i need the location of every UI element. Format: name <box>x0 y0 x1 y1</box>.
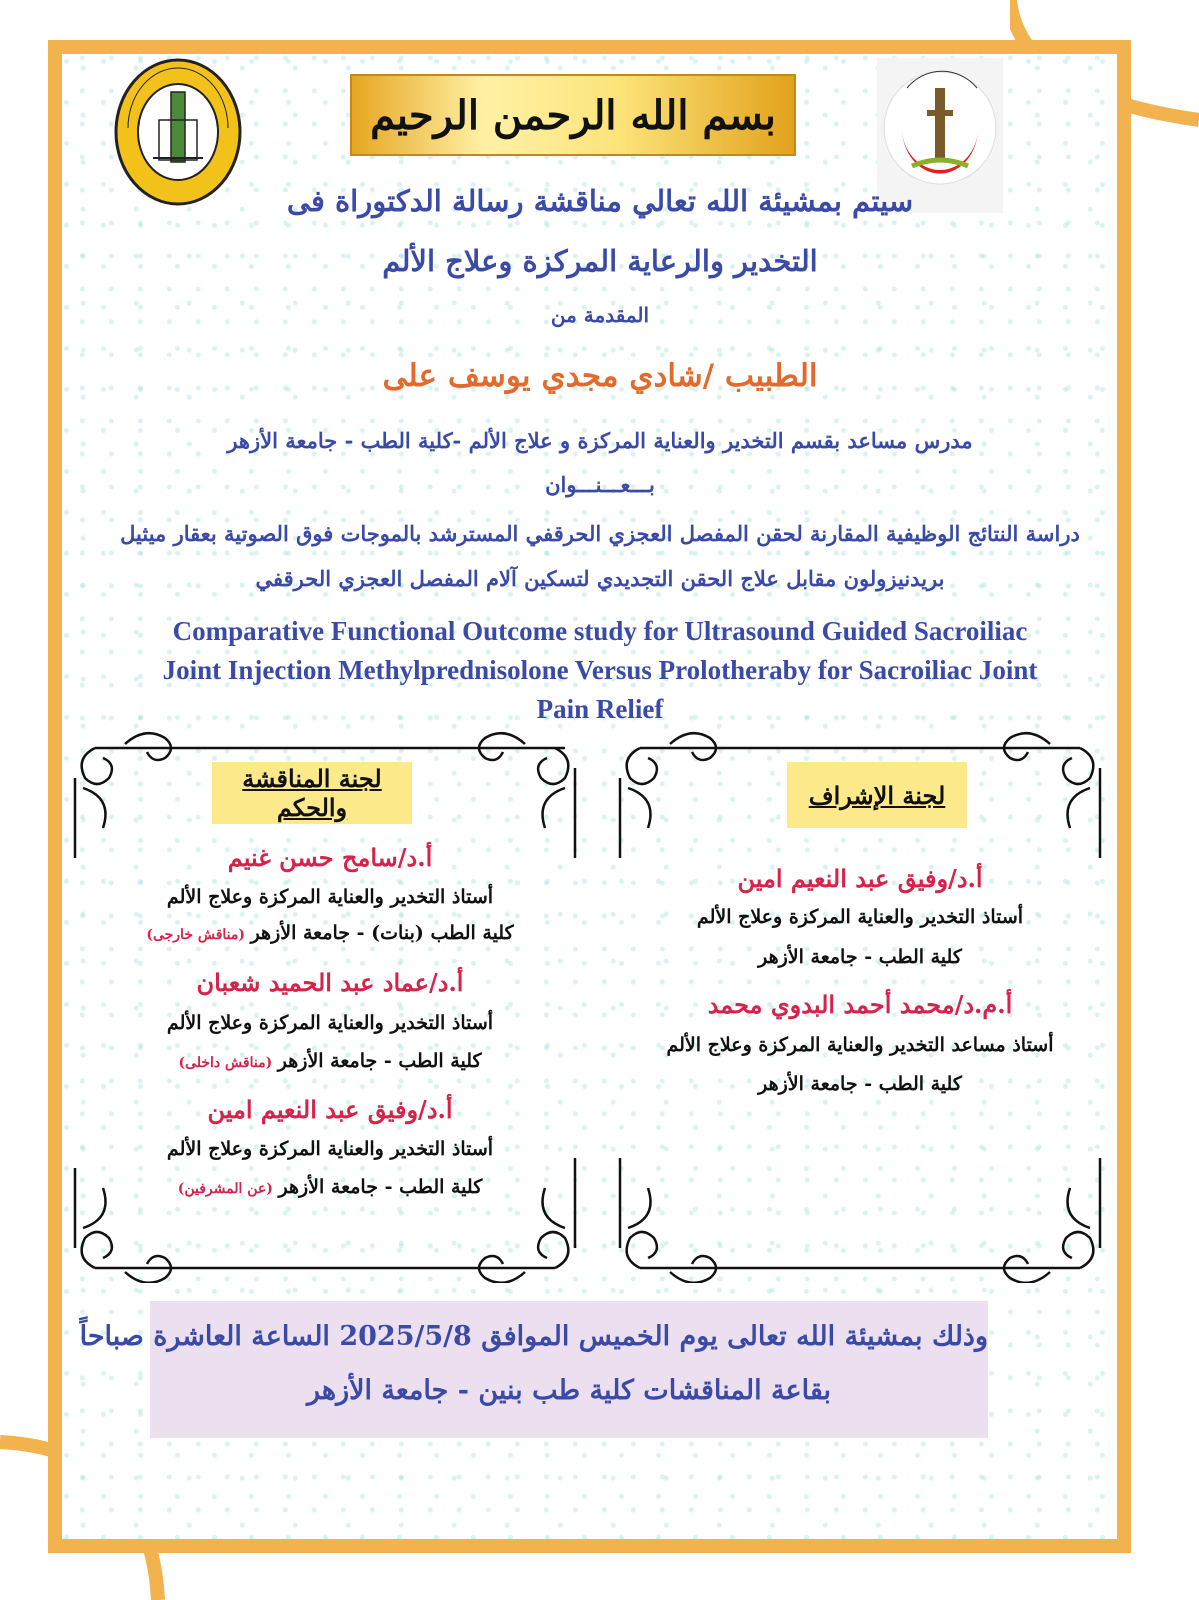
examiner-3-role: (عن المشرفين) <box>177 1181 273 1197</box>
intro-line-1: سيتم بمشيئة الله تعالي مناقشة رسالة الدكتوراة فى <box>286 184 914 218</box>
examination-committee-title <box>212 762 412 824</box>
candidate-position: مدرس مساعد بقسم التخدير والعناية المركزة و علاج الألم -كلية الطب - جامعة الأزهر <box>227 428 973 453</box>
examiner-2-name: أ.د/عماد عبد الحميد شعبان <box>196 968 464 997</box>
examiner-2-affiliation-row <box>90 1050 570 1072</box>
thesis-english-line-3: Pain Relief <box>536 694 664 724</box>
examiner-1-name: أ.د/سامح حسن غنيم <box>227 843 433 872</box>
examiner-3-affiliation-row <box>90 1176 570 1198</box>
examiner-2-affiliation: كلية الطب - جامعة الأزهر <box>277 1050 482 1072</box>
supervisor-2-name: أ.م.د/محمد أحمد البدوي محمد <box>707 990 1013 1019</box>
basmala-banner: بسم الله الرحمن الرحيم <box>350 74 796 156</box>
examiner-3-title: أستاذ التخدير والعناية المركزة وعلاج الألم <box>166 1138 494 1160</box>
examiner-2-role: (مناقش داخلى) <box>178 1055 273 1071</box>
supervisor-2-affiliation: كلية الطب - جامعة الأزهر <box>758 1073 962 1095</box>
supervisor-2-title: أستاذ مساعد التخدير والعناية المركزة وعلاج الألم <box>666 1034 1054 1056</box>
examiner-1-title: أستاذ التخدير والعناية المركزة وعلاج الألم <box>166 886 494 908</box>
candidate-name: الطبيب /شادي مجدي يوسف على <box>382 358 818 394</box>
intro-line-2: التخدير والرعاية المركزة وعلاج الألم <box>382 244 818 278</box>
examiner-1-affiliation-row <box>90 922 570 944</box>
thesis-title-label: بـــعـــنـــوان <box>545 472 655 497</box>
venue-line: بقاعة المناقشات كلية طب بنين - جامعة الأزهر <box>306 1375 832 1406</box>
thesis-arabic-line-2: بريدنيزولون مقابل علاج الحقن التجديدي لتسكين آلام المفصل العجزي الحرقفي <box>255 566 945 591</box>
thesis-english-line-2: Joint Injection Methylprednisolone Versus Prolotheraby for Sacroiliac Joint <box>162 655 1038 685</box>
supervisor-1-name: أ.د/وفيق عبد النعيم امين <box>737 864 983 893</box>
date-venue-box <box>79 1301 988 1438</box>
thesis-english-line-1: Comparative Functional Outcome study for Ultrasound Guided Sacroiliac <box>172 616 1028 646</box>
examiner-1-role: (مناقش خارجى) <box>146 927 245 943</box>
supervision-committee-title <box>787 762 967 828</box>
supervision-committee-title-text: لجنة الإشراف <box>808 780 946 810</box>
supervisor-1-affiliation: كلية الطب - جامعة الأزهر <box>758 946 962 968</box>
examiner-2-title: أستاذ التخدير والعناية المركزة وعلاج الألم <box>166 1012 494 1034</box>
examiner-1-affiliation: كلية الطب (بنات) - جامعة الأزهر <box>250 922 514 944</box>
supervisor-1-title: أستاذ التخدير والعناية المركزة وعلاج الألم <box>696 906 1024 928</box>
presented-by-label: المقدمة من <box>550 303 650 327</box>
examiner-3-affiliation: كلية الطب - جامعة الأزهر <box>278 1176 483 1198</box>
date-time-line: وذلك بمشيئة الله تعالى يوم الخميس الموافق 2025/5/8 الساعة العاشرة صباحاً <box>79 1321 988 1352</box>
examination-committee-title-text: لجنة المناقشة والحكم <box>242 764 382 822</box>
examiner-3-name: أ.د/وفيق عبد النعيم امين <box>207 1095 453 1124</box>
thesis-arabic-line-1: دراسة النتائج الوظيفية المقارنة لحقن المفصل العجزي الحرقفي المسترشد بالموجات فوق الصوتية بعقار ميثيل <box>120 521 1080 546</box>
